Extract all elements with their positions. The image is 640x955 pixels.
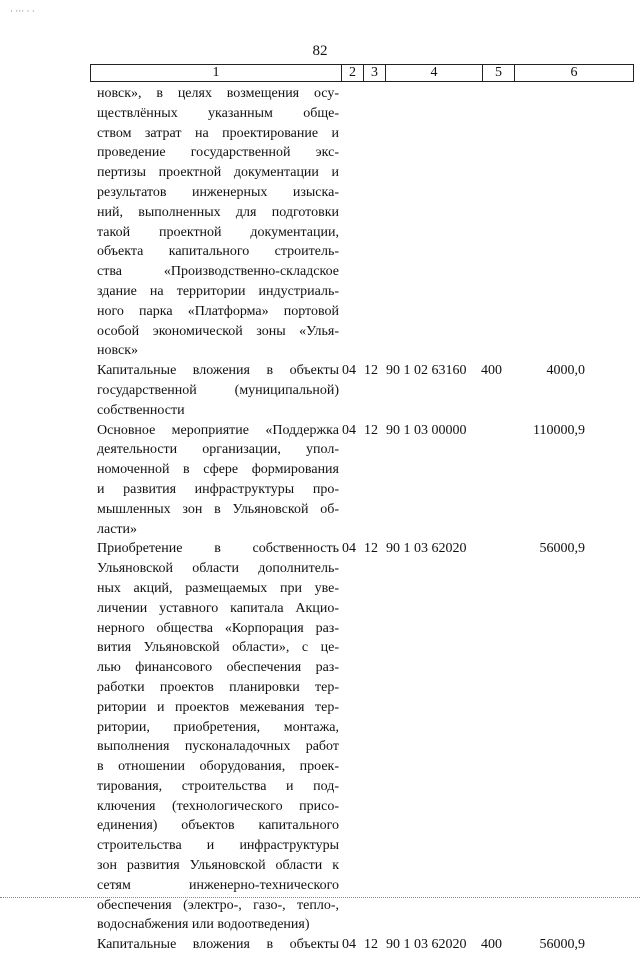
row-target-article: 90 1 03 00000 [386, 422, 467, 438]
row-amount: 56000,9 [539, 937, 585, 953]
description-line: выполнения пусконаладочных работ [97, 739, 339, 755]
row-description [97, 84, 339, 361]
description-line: ного парка «Платформа» портовой [97, 303, 339, 319]
description-line: Капитальные вложения в объекты [97, 937, 339, 953]
header-col-4: 4 [386, 65, 483, 81]
row-target-article: 90 1 03 62020 [386, 937, 467, 953]
row-subsection: 12 [364, 937, 378, 953]
description-line: обеспечения (электро-, газо-, тепло-, [97, 897, 339, 913]
description-line: собственности [97, 402, 185, 418]
description-line: в отношении оборудования, проек- [97, 759, 339, 775]
description-line: ства «Производственно-складское [97, 264, 339, 280]
description-line: такой проектной документации, [97, 224, 339, 240]
description-line: результатов инженерных изыска- [97, 184, 339, 200]
row-description [97, 935, 339, 955]
header-col-5: 5 [483, 65, 515, 81]
description-line: деятельности организации, упол- [97, 442, 339, 458]
description-line: зон развития Ульяновской области к [97, 858, 339, 874]
description-line: строительства и инфраструктуры [97, 838, 339, 854]
table-body [0, 84, 640, 955]
description-line: ществлённых указанным обще- [97, 105, 339, 121]
description-line: личении уставного капитала Акцио- [97, 600, 339, 616]
description-line: Капитальные вложения в объекты [97, 363, 339, 379]
page-bottom-edge [0, 897, 640, 898]
header-col-2: 2 [342, 65, 364, 81]
description-line: ключения (технологического присо- [97, 798, 339, 814]
row-amount: 56000,9 [539, 541, 585, 557]
row-section: 04 [342, 363, 356, 379]
page-number: 82 [312, 43, 328, 59]
description-line: здание на территории индустриаль- [97, 283, 339, 299]
row-amount: 110000,9 [533, 422, 585, 438]
row-expense-type: 400 [481, 363, 502, 379]
row-section: 04 [342, 937, 356, 953]
row-subsection: 12 [364, 422, 378, 438]
description-line: ритории, приобретения, монтажа, [97, 719, 339, 735]
description-line: тирования, строительства и под- [97, 778, 339, 794]
row-target-article: 90 1 02 63160 [386, 363, 467, 379]
row-subsection: 12 [364, 363, 378, 379]
description-line: проведение государственной экс- [97, 145, 339, 161]
table-row [0, 421, 640, 540]
description-line: работки проектов планировки тер- [97, 679, 339, 695]
description-line: нерного общества «Корпорация раз- [97, 620, 339, 636]
row-subsection: 12 [364, 541, 378, 557]
description-line: пертизы проектной документации и [97, 165, 339, 181]
description-line: номоченной в сфере формирования [97, 462, 339, 478]
description-line: государственной (муниципальной) [97, 382, 339, 398]
description-line: особой экономической зоны «Улья- [97, 323, 339, 339]
description-line: новск» [97, 343, 139, 359]
description-line: водоснабжения или водоотведения) [97, 917, 310, 933]
row-section: 04 [342, 541, 356, 557]
description-line: лью финансового обеспечения раз- [97, 660, 339, 676]
scan-artifact: · ··· · · [10, 6, 35, 16]
header-col-6: 6 [570, 65, 578, 80]
table-row [0, 361, 640, 420]
row-target-article: 90 1 03 62020 [386, 541, 467, 557]
description-line: мышленных зон в Ульяновской об- [97, 501, 339, 517]
table-row [0, 539, 640, 935]
table-header [90, 64, 634, 82]
row-description [97, 361, 339, 420]
description-line: ласти» [97, 521, 138, 537]
row-description [97, 539, 339, 935]
table-row [0, 84, 640, 361]
description-line: Ульяновской области дополнитель- [97, 561, 339, 577]
description-line: Основное мероприятие «Поддержка [97, 422, 339, 438]
description-line: объекта капитального строитель- [97, 244, 339, 260]
row-description [97, 421, 339, 540]
row-section: 04 [342, 422, 356, 438]
description-line: сетям инженерно-технического [97, 877, 339, 893]
description-line: и развития инфраструктуры про- [97, 481, 339, 497]
row-expense-type: 400 [481, 937, 502, 953]
description-line: новск», в целях возмещения осу- [97, 86, 339, 101]
header-col-3: 3 [364, 65, 386, 81]
description-line: ством затрат на проектирование и [97, 125, 339, 141]
row-amount: 4000,0 [546, 363, 585, 379]
description-line: ритории и проектов межевания тер- [97, 699, 339, 715]
header-col-1: 1 [91, 65, 342, 81]
description-line: единения) объектов капитального [97, 818, 339, 834]
description-line: Приобретение в собственность [97, 541, 339, 557]
description-line: ных акций, размещаемых при уве- [97, 580, 339, 596]
table-row [0, 935, 640, 955]
description-line: вития Ульяновской области», с це- [97, 640, 339, 656]
description-line: ний, выполненных для подготовки [97, 204, 339, 220]
